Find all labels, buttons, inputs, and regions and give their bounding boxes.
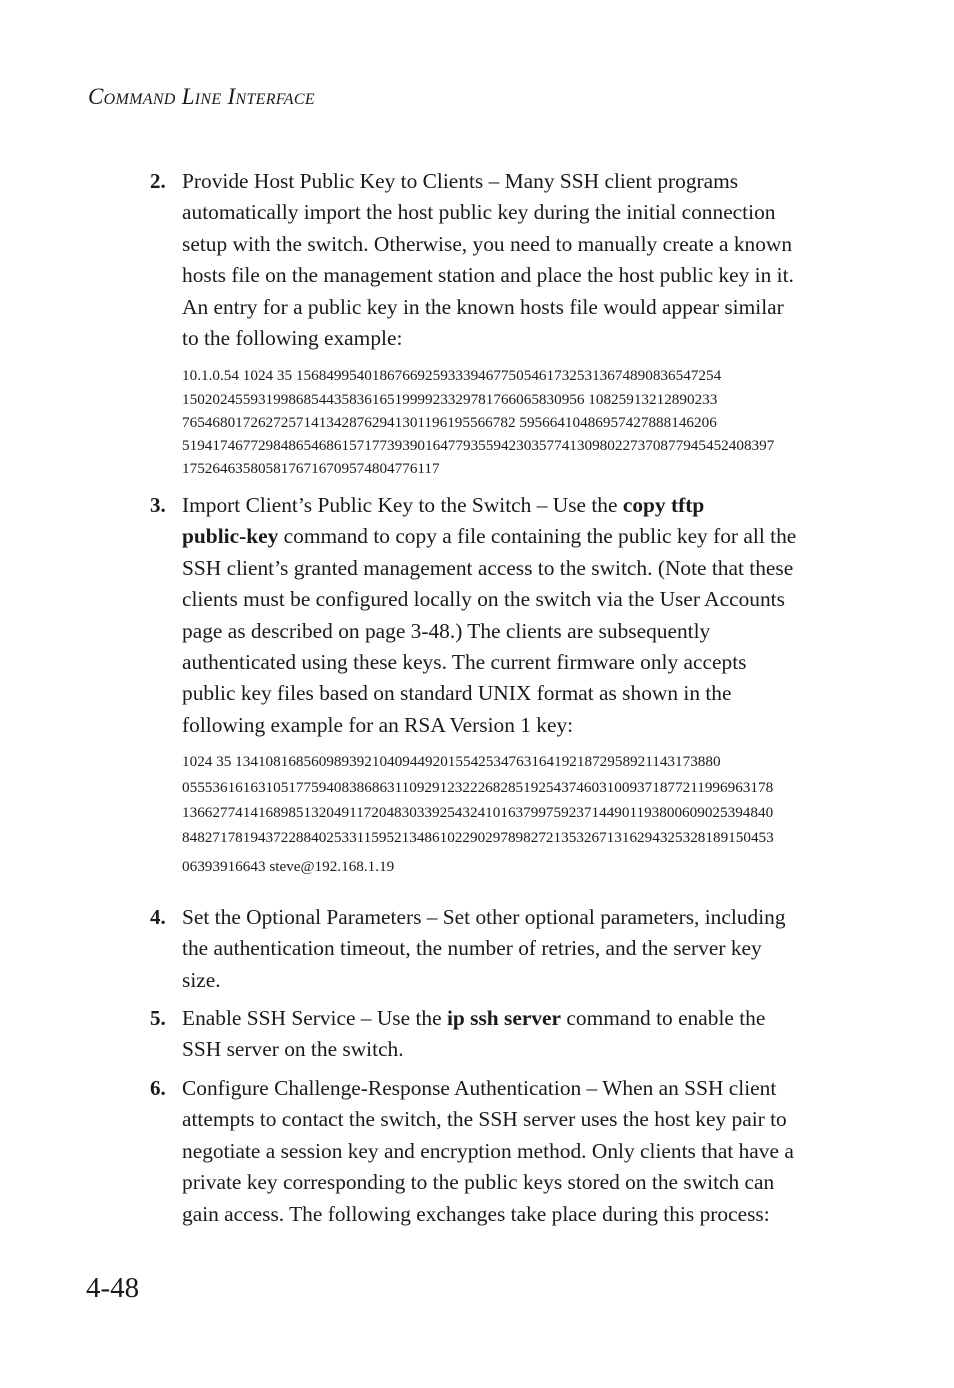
item-text <box>182 902 850 996</box>
item-body <box>182 1073 850 1230</box>
code-line: 10.1.0.54 1024 35 15684995401867669259333946775054617325313674890836547254 <box>182 367 722 385</box>
text-line: hosts file on the management station and place the host public key in it. <box>182 263 794 288</box>
item-body <box>182 902 850 996</box>
text-line: negotiate a session key and encryption method. Only clients that have a <box>182 1138 794 1163</box>
item-body <box>182 166 850 480</box>
code-example-rsa-key <box>182 749 850 879</box>
text-line: Set the Optional Parameters – Set other optional parameters, including <box>182 905 786 929</box>
item-text <box>182 166 850 354</box>
text-line: private key corresponding to the public keys stored on the switch can <box>182 1170 775 1195</box>
text-line: page as described on page 3-48.) The clients are subsequently <box>182 618 711 643</box>
item-number: 5. <box>150 1006 166 1030</box>
text-line: Configure Challenge-Response Authentication – When an SSH client <box>182 1076 777 1100</box>
text-line: authenticated using these keys. The current firmware only accepts <box>182 650 747 675</box>
item-number: 6. <box>150 1076 166 1100</box>
text-line: to the following example: <box>182 326 403 351</box>
code-example-known-hosts <box>182 364 850 480</box>
text-line: automatically import the host public key during the initial connection <box>182 200 776 225</box>
text-line <box>182 490 850 521</box>
text-line: following example for an RSA Version 1 key: <box>182 712 574 737</box>
text-run: Import Client’s Public Key to the Switch – Use the <box>182 493 623 517</box>
command-name: copy tftp <box>622 493 705 517</box>
item-text <box>182 1073 850 1230</box>
text-line: setup with the switch. Otherwise, you need to manually create a known <box>182 231 793 256</box>
code-line: 055536161631051775940838686311092912322268285192543746031009371877211996963178 <box>182 778 774 796</box>
text-run: command to copy a file containing the public key for all the <box>278 524 797 549</box>
item-body <box>182 490 850 879</box>
item-body <box>182 1003 850 1066</box>
item-number: 2. <box>150 169 166 193</box>
text-line: SSH client’s granted management access to the switch. (Note that these <box>182 555 794 580</box>
text-line <box>182 521 850 552</box>
item-number: 3. <box>150 493 166 517</box>
text-line: the authentication timeout, the number of retries, and the server key <box>182 936 762 961</box>
text-line: gain access. The following exchanges take place during this process: <box>182 1201 770 1226</box>
item-text <box>182 1003 850 1066</box>
page-number: 4-48 <box>86 1272 140 1304</box>
code-line: 136627741416898513204911720483033925432410163799759237144901193800609025394840 <box>182 804 774 822</box>
code-line: 15020245593199868544358361651999923329781766065830956 10825913212890233 <box>182 390 718 408</box>
text-run: Enable SSH Service – Use the <box>182 1006 447 1030</box>
text-line: SSH server on the switch. <box>182 1037 404 1062</box>
code-line: 1024 35 134108168560989392104094492015542534763164192187295892114317388​0 <box>182 753 721 771</box>
item-text <box>182 490 850 741</box>
text-line: size. <box>182 967 221 992</box>
text-line: Provide Host Public Key to Clients – Many SSH client programs <box>182 169 739 193</box>
running-head: Command Line Interface <box>88 84 315 109</box>
command-name: ip ssh server <box>446 1006 562 1030</box>
text-run: command to enable the <box>561 1006 766 1030</box>
text-line: public key files based on standard UNIX format as shown in the <box>182 681 732 706</box>
text-line <box>182 1003 850 1034</box>
text-line: clients must be configured locally on the switch via the User Accounts <box>182 587 785 612</box>
text-line: An entry for a public key in the known hosts file would appear similar <box>182 294 784 319</box>
item-number: 4. <box>150 905 166 929</box>
code-line: 1752646358058176716709574804776117 <box>182 460 440 478</box>
code-line: 519417467729848654686157177393901647793559423035774130980227370877945452408397 <box>182 437 775 455</box>
code-line: 06393916643 steve@192.168.1.19 <box>182 857 395 875</box>
text-line: attempts to contact the switch, the SSH server uses the host key pair to <box>182 1107 787 1132</box>
code-line: 76546801726272571413428762941301196195566782 595664104869574278881462​06 <box>182 413 717 431</box>
command-name: public-key <box>182 524 279 549</box>
code-line: 848271781943722884025331159521348610229029789827213532671316294325328189150453 <box>182 829 774 847</box>
